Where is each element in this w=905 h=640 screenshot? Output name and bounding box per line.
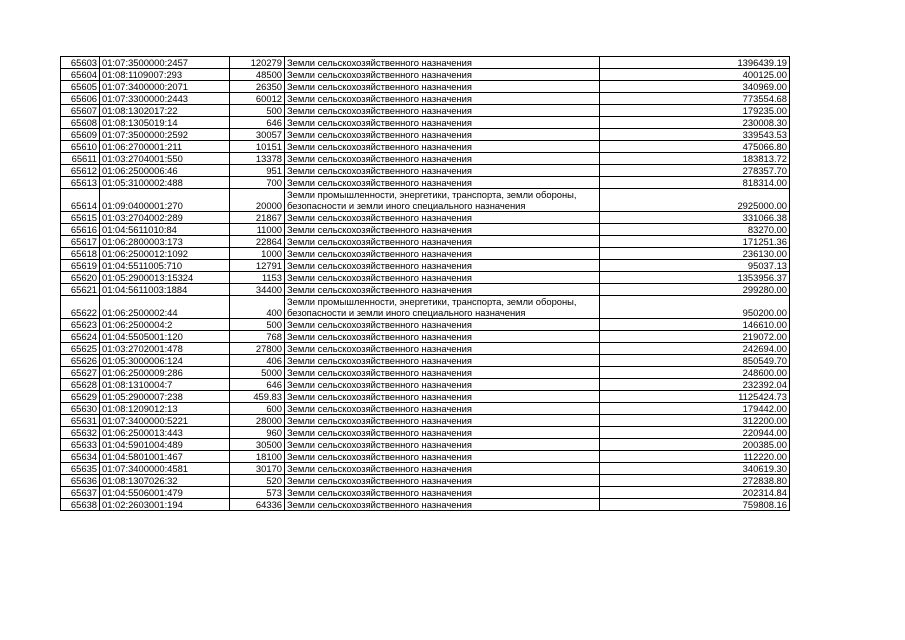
cadastral-number-cell: 01:04:5511005:710: [100, 260, 230, 272]
area-cell: 22864: [230, 236, 285, 248]
land-category-cell: Земли сельскохозяйственного назначения: [285, 105, 600, 117]
cadastral-number-cell: 01:07:3300000:2443: [100, 93, 230, 105]
table-row: [61, 272, 790, 284]
table-row: [61, 141, 790, 153]
area-cell: 48500: [230, 69, 285, 81]
area-cell: 700: [230, 177, 285, 189]
cadastral-value-cell: 202314.84: [600, 487, 790, 499]
land-category-cell: Земли сельскохозяйственного назначения: [285, 415, 600, 427]
area-cell: 1000: [230, 248, 285, 260]
area-cell: 1153: [230, 272, 285, 284]
land-category-cell: Земли сельскохозяйственного назначения: [285, 260, 600, 272]
table-row: [61, 105, 790, 117]
cadastral-value-cell: 400125.00: [600, 69, 790, 81]
cadastral-number-cell: 01:07:3400000:5221: [100, 415, 230, 427]
cadastral-value-cell: 773554.68: [600, 93, 790, 105]
area-cell: 459.83: [230, 391, 285, 403]
cadastral-value-cell: 818314.00: [600, 177, 790, 189]
cadastral-number-cell: 01:08:1305019:14: [100, 117, 230, 129]
row-number-cell: 65613: [61, 177, 100, 189]
land-category-cell: Земли сельскохозяйственного назначения: [285, 343, 600, 355]
table-row: [61, 212, 790, 224]
area-cell: 120279: [230, 57, 285, 69]
table-row: [61, 260, 790, 272]
land-category-cell: Земли сельскохозяйственного назначения: [285, 81, 600, 93]
cadastral-value-cell: 299280.00: [600, 284, 790, 296]
area-cell: 20000: [230, 189, 285, 212]
cadastral-value-cell: 112220.00: [600, 451, 790, 463]
table-row: [61, 93, 790, 105]
row-number-cell: 65618: [61, 248, 100, 260]
row-number-cell: 65624: [61, 331, 100, 343]
cadastral-value-cell: 1396439.19: [600, 57, 790, 69]
cadastral-value-cell: 200385.00: [600, 439, 790, 451]
cadastral-value-cell: 850549.70: [600, 355, 790, 367]
row-number-cell: 65605: [61, 81, 100, 93]
land-category-cell: Земли сельскохозяйственного назначения: [285, 355, 600, 367]
table-row: [61, 487, 790, 499]
cadastral-number-cell: 01:04:5506001:479: [100, 487, 230, 499]
table-row: [61, 236, 790, 248]
table-row: [61, 427, 790, 439]
row-number-cell: 65625: [61, 343, 100, 355]
table-row: [61, 451, 790, 463]
row-number-cell: 65620: [61, 272, 100, 284]
area-cell: 28000: [230, 415, 285, 427]
cadastral-value-cell: 179442.00: [600, 403, 790, 415]
row-number-cell: 65614: [61, 189, 100, 212]
row-number-cell: 65606: [61, 93, 100, 105]
cadastral-number-cell: 01:07:3500000:2592: [100, 129, 230, 141]
table-row: [61, 153, 790, 165]
area-cell: 30057: [230, 129, 285, 141]
cadastral-number-cell: 01:06:2500013:443: [100, 427, 230, 439]
cadastral-number-cell: 01:05:3100002:488: [100, 177, 230, 189]
land-registry-table: [60, 56, 790, 511]
row-number-cell: 65629: [61, 391, 100, 403]
cadastral-value-cell: 339543.53: [600, 129, 790, 141]
row-number-cell: 65615: [61, 212, 100, 224]
cadastral-value-cell: 232392.04: [600, 379, 790, 391]
area-cell: 646: [230, 379, 285, 391]
table-row: [61, 439, 790, 451]
cadastral-value-cell: 340619.30: [600, 463, 790, 475]
cadastral-value-cell: 236130.00: [600, 248, 790, 260]
table-body: [61, 57, 790, 511]
row-number-cell: 65619: [61, 260, 100, 272]
area-cell: 646: [230, 117, 285, 129]
cadastral-value-cell: 1125424.73: [600, 391, 790, 403]
cadastral-number-cell: 01:05:2900013:15324: [100, 272, 230, 284]
row-number-cell: 65634: [61, 451, 100, 463]
land-category-cell: Земли сельскохозяйственного назначения: [285, 331, 600, 343]
area-cell: 27800: [230, 343, 285, 355]
land-category-cell: Земли промышленности, энергетики, транспорта, земли обороны, безопасности и земли иного специального назначения: [285, 296, 600, 319]
land-category-cell: Земли сельскохозяйственного назначения: [285, 391, 600, 403]
row-number-cell: 65609: [61, 129, 100, 141]
table-row: [61, 284, 790, 296]
row-number-cell: 65638: [61, 499, 100, 511]
cadastral-number-cell: 01:06:2500009:286: [100, 367, 230, 379]
row-number-cell: 65621: [61, 284, 100, 296]
cadastral-value-cell: 278357.70: [600, 165, 790, 177]
cadastral-number-cell: 01:05:3000006:124: [100, 355, 230, 367]
land-category-cell: Земли сельскохозяйственного назначения: [285, 451, 600, 463]
area-cell: 768: [230, 331, 285, 343]
area-cell: 13378: [230, 153, 285, 165]
area-cell: 18100: [230, 451, 285, 463]
row-number-cell: 65632: [61, 427, 100, 439]
cadastral-number-cell: 01:03:2702001:478: [100, 343, 230, 355]
row-number-cell: 65607: [61, 105, 100, 117]
table-row: [61, 343, 790, 355]
cadastral-value-cell: 1353956.37: [600, 272, 790, 284]
table-row: [61, 129, 790, 141]
table-row: [61, 367, 790, 379]
cadastral-number-cell: 01:03:2704001:550: [100, 153, 230, 165]
row-number-cell: 65617: [61, 236, 100, 248]
table-row: [61, 177, 790, 189]
table-row: [61, 355, 790, 367]
table-row: [61, 379, 790, 391]
cadastral-value-cell: 83270.00: [600, 224, 790, 236]
area-cell: 520: [230, 475, 285, 487]
table-row: [61, 415, 790, 427]
area-cell: 11000: [230, 224, 285, 236]
row-number-cell: 65635: [61, 463, 100, 475]
cadastral-value-cell: 146610.00: [600, 319, 790, 331]
row-number-cell: 65627: [61, 367, 100, 379]
row-number-cell: 65626: [61, 355, 100, 367]
table-row: [61, 475, 790, 487]
cadastral-number-cell: 01:08:1302017:22: [100, 105, 230, 117]
table-row: [61, 319, 790, 331]
area-cell: 573: [230, 487, 285, 499]
land-category-cell: Земли сельскохозяйственного назначения: [285, 272, 600, 284]
area-cell: 500: [230, 319, 285, 331]
land-category-cell: Земли промышленности, энергетики, транспорта, земли обороны, безопасности и земли иного специального назначения: [285, 189, 600, 212]
land-category-cell: Земли сельскохозяйственного назначения: [285, 367, 600, 379]
land-category-cell: Земли сельскохозяйственного назначения: [285, 284, 600, 296]
row-number-cell: 65622: [61, 296, 100, 319]
table-row: [61, 57, 790, 69]
land-category-cell: Земли сельскохозяйственного назначения: [285, 236, 600, 248]
row-number-cell: 65637: [61, 487, 100, 499]
row-number-cell: 65603: [61, 57, 100, 69]
row-number-cell: 65631: [61, 415, 100, 427]
area-cell: 64336: [230, 499, 285, 511]
land-category-cell: Земли сельскохозяйственного назначения: [285, 475, 600, 487]
row-number-cell: 65616: [61, 224, 100, 236]
land-category-cell: Земли сельскохозяйственного назначения: [285, 129, 600, 141]
row-number-cell: 65623: [61, 319, 100, 331]
land-category-cell: Земли сельскохозяйственного назначения: [285, 224, 600, 236]
cadastral-value-cell: 475066.80: [600, 141, 790, 153]
cadastral-number-cell: 01:04:5801001:467: [100, 451, 230, 463]
row-number-cell: 65612: [61, 165, 100, 177]
land-category-cell: Земли сельскохозяйственного назначения: [285, 319, 600, 331]
land-category-cell: Земли сельскохозяйственного назначения: [285, 57, 600, 69]
land-category-cell: Земли сельскохозяйственного назначения: [285, 141, 600, 153]
area-cell: 600: [230, 403, 285, 415]
cadastral-number-cell: 01:07:3500000:2457: [100, 57, 230, 69]
area-cell: 26350: [230, 81, 285, 93]
row-number-cell: 65630: [61, 403, 100, 415]
land-category-cell: Земли сельскохозяйственного назначения: [285, 427, 600, 439]
cadastral-number-cell: 01:08:1310004:7: [100, 379, 230, 391]
cadastral-number-cell: 01:06:2700001:211: [100, 141, 230, 153]
row-number-cell: 65611: [61, 153, 100, 165]
cadastral-value-cell: 312200.00: [600, 415, 790, 427]
cadastral-number-cell: 01:03:2704002:289: [100, 212, 230, 224]
area-cell: 30500: [230, 439, 285, 451]
row-number-cell: 65633: [61, 439, 100, 451]
cadastral-number-cell: 01:06:2500012:1092: [100, 248, 230, 260]
cadastral-value-cell: 230008.30: [600, 117, 790, 129]
area-cell: 960: [230, 427, 285, 439]
cadastral-value-cell: 2925000.00: [600, 189, 790, 212]
table-row: [61, 331, 790, 343]
table-row: [61, 117, 790, 129]
land-category-cell: Земли сельскохозяйственного назначения: [285, 69, 600, 81]
cadastral-value-cell: 95037.13: [600, 260, 790, 272]
cadastral-number-cell: 01:05:2900007:238: [100, 391, 230, 403]
land-category-cell: Земли сельскохозяйственного назначения: [285, 403, 600, 415]
land-category-cell: Земли сельскохозяйственного назначения: [285, 153, 600, 165]
row-number-cell: 65604: [61, 69, 100, 81]
area-cell: 30170: [230, 463, 285, 475]
cadastral-number-cell: 01:04:5611010:84: [100, 224, 230, 236]
cadastral-number-cell: 01:06:2500004:2: [100, 319, 230, 331]
cadastral-value-cell: 179235.00: [600, 105, 790, 117]
row-number-cell: 65608: [61, 117, 100, 129]
area-cell: 400: [230, 296, 285, 319]
area-cell: 5000: [230, 367, 285, 379]
land-category-cell: Земли сельскохозяйственного назначения: [285, 248, 600, 260]
table-row: [61, 189, 790, 212]
table-row: [61, 499, 790, 511]
table-row: [61, 224, 790, 236]
cadastral-number-cell: 01:04:5901004:489: [100, 439, 230, 451]
cadastral-value-cell: 272838.80: [600, 475, 790, 487]
land-category-cell: Земли сельскохозяйственного назначения: [285, 165, 600, 177]
row-number-cell: 65636: [61, 475, 100, 487]
cadastral-number-cell: 01:08:1109007:293: [100, 69, 230, 81]
area-cell: 60012: [230, 93, 285, 105]
area-cell: 406: [230, 355, 285, 367]
area-cell: 951: [230, 165, 285, 177]
cadastral-value-cell: 183813.72: [600, 153, 790, 165]
cadastral-value-cell: 331066.38: [600, 212, 790, 224]
land-category-cell: Земли сельскохозяйственного назначения: [285, 487, 600, 499]
land-category-cell: Земли сельскохозяйственного назначения: [285, 379, 600, 391]
cadastral-number-cell: 01:06:2800003:173: [100, 236, 230, 248]
land-category-cell: Земли сельскохозяйственного назначения: [285, 177, 600, 189]
area-cell: 10151: [230, 141, 285, 153]
cadastral-value-cell: 759808.16: [600, 499, 790, 511]
area-cell: 500: [230, 105, 285, 117]
area-cell: 21867: [230, 212, 285, 224]
cadastral-value-cell: 340969.00: [600, 81, 790, 93]
cadastral-number-cell: 01:02:2603001:194: [100, 499, 230, 511]
table-row: [61, 165, 790, 177]
table-row: [61, 81, 790, 93]
land-category-cell: Земли сельскохозяйственного назначения: [285, 93, 600, 105]
cadastral-number-cell: 01:09:0400001:270: [100, 189, 230, 212]
cadastral-value-cell: 171251.36: [600, 236, 790, 248]
cadastral-number-cell: 01:04:5611003:1884: [100, 284, 230, 296]
row-number-cell: 65610: [61, 141, 100, 153]
cadastral-number-cell: 01:06:2500002:44: [100, 296, 230, 319]
land-category-cell: Земли сельскохозяйственного назначения: [285, 499, 600, 511]
cadastral-value-cell: 242694.00: [600, 343, 790, 355]
land-category-cell: Земли сельскохозяйственного назначения: [285, 117, 600, 129]
land-category-cell: Земли сельскохозяйственного назначения: [285, 463, 600, 475]
table-row: [61, 391, 790, 403]
cadastral-value-cell: 248600.00: [600, 367, 790, 379]
cadastral-value-cell: 950200.00: [600, 296, 790, 319]
cadastral-number-cell: 01:04:5505001:120: [100, 331, 230, 343]
cadastral-number-cell: 01:08:1209012:13: [100, 403, 230, 415]
cadastral-value-cell: 220944.00: [600, 427, 790, 439]
land-category-cell: Земли сельскохозяйственного назначения: [285, 212, 600, 224]
table-row: [61, 248, 790, 260]
row-number-cell: 65628: [61, 379, 100, 391]
table-row: [61, 69, 790, 81]
table-row: [61, 463, 790, 475]
area-cell: 12791: [230, 260, 285, 272]
table-row: [61, 403, 790, 415]
table-row: [61, 296, 790, 319]
cadastral-number-cell: 01:08:1307026:32: [100, 475, 230, 487]
cadastral-number-cell: 01:06:2500006:46: [100, 165, 230, 177]
area-cell: 34400: [230, 284, 285, 296]
land-category-cell: Земли сельскохозяйственного назначения: [285, 439, 600, 451]
cadastral-number-cell: 01:07:3400000:2071: [100, 81, 230, 93]
cadastral-number-cell: 01:07:3400000:4581: [100, 463, 230, 475]
cadastral-value-cell: 219072.00: [600, 331, 790, 343]
